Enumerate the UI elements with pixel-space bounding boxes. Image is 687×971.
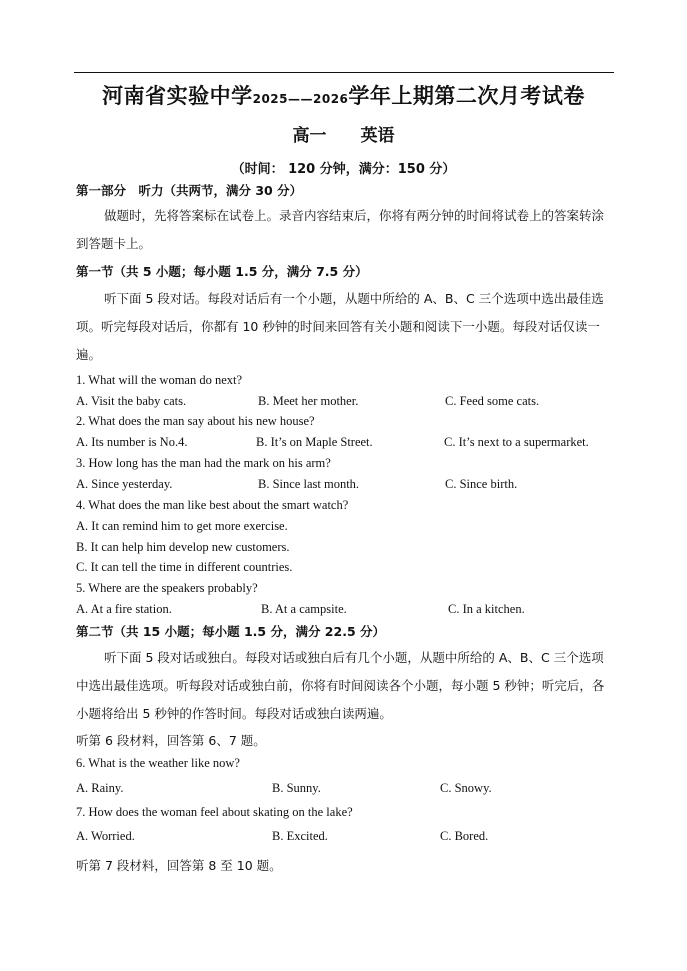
section2-heading: 第二节（共 15 小题；每小题 1.5 分，满分 22.5 分） [76,624,385,639]
q6-option-b: B. Sunny. [272,781,321,795]
q6-option-a: A. Rainy. [76,781,124,795]
top-rule [74,72,614,73]
question-7: 7. How does the woman feel about skating on the lake? [76,805,353,819]
exam-title [0,80,687,110]
question-2: 2. What does the man say about his new house? [76,414,315,428]
q2-option-a: A. Its number is No.4. [76,435,188,449]
q4-option-c: C. It can tell the time in different countries. [76,560,293,574]
q3-option-b: B. Since last month. [258,477,360,491]
title-prefix: 河南省实验中学 [102,84,253,108]
question-3: 3. How long has the man had the mark on his arm? [76,456,331,470]
question-4: 4. What does the man like best about the smart watch? [76,498,349,512]
section1-instruction: 听下面 5 段对话。每段对话后有一个小题，从题中所给的 A、B、C 三个选项中选出最佳选项。听完每段对话后，你都有 10 秒钟的时间来回答有关小题和阅读下一小题。每段对话仅读一遍。 [76,291,604,362]
section2-instruction: 听下面 5 段对话或独白。每段对话或独白后有几个小题，从题中所给的 A、B、C 三个选项中选出最佳选项。听每段对话或独白前，你将有时间阅读各个小题，每小题 5 秒钟；听完后，各小题将给出 5 秒钟的作答时间。每段对话或独白读两遍。 [76,650,605,721]
exam-subtitle [0,121,687,146]
q6-option-c: C. Snowy. [440,781,492,795]
material-7-note: 听第 7 段材料，回答第 8 至 10 题。 [76,858,282,873]
q5-option-c: C. In a kitchen. [448,602,525,616]
q1-option-a: A. Visit the baby cats. [76,394,187,408]
q7-option-a: A. Worried. [76,829,135,843]
section1-heading: 第一节（共 5 小题；每小题 1.5 分，满分 7.5 分） [76,264,368,279]
q7-option-b: B. Excited. [272,829,328,843]
q2-option-c: C. It’s next to a supermarket. [444,435,589,449]
subject: 英语 [360,126,395,146]
title-suffix: 学年上期第二次月考试卷 [348,84,585,108]
question-5: 5. Where are the speakers probably? [76,581,258,595]
q2-option-b: B. It’s on Maple Street. [256,435,373,449]
q7-option-c: C. Bored. [440,829,489,843]
part1-instruction: 做题时，先将答案标在试卷上。录音内容结束后，你将有两分钟的时间将试卷上的答案转涂到答题卡上。 [76,208,605,251]
q4-option-b: B. It can help him develop new customers. [76,540,290,554]
q5-option-a: A. At a fire station. [76,602,172,616]
grade: 高一 [292,126,327,146]
q5-option-b: B. At a campsite. [261,602,347,616]
q3-option-c: C. Since birth. [445,477,518,491]
q3-option-a: A. Since yesterday. [76,477,173,491]
question-1: 1. What will the woman do next? [76,373,243,387]
question-6: 6. What is the weather like now? [76,756,240,770]
q1-option-b: B. Meet her mother. [258,394,359,408]
material-6-note: 听第 6 段材料，回答第 6、7 题。 [76,733,266,748]
exam-info: （时间： 120 分钟，满分：150 分） [231,162,456,177]
q1-option-c: C. Feed some cats. [445,394,540,408]
part1-heading: 第一部分 听力（共两节，满分 30 分） [76,183,303,198]
title-year: 2025——2026 [252,92,349,106]
q4-option-a: A. It can remind him to get more exercise. [76,519,288,533]
